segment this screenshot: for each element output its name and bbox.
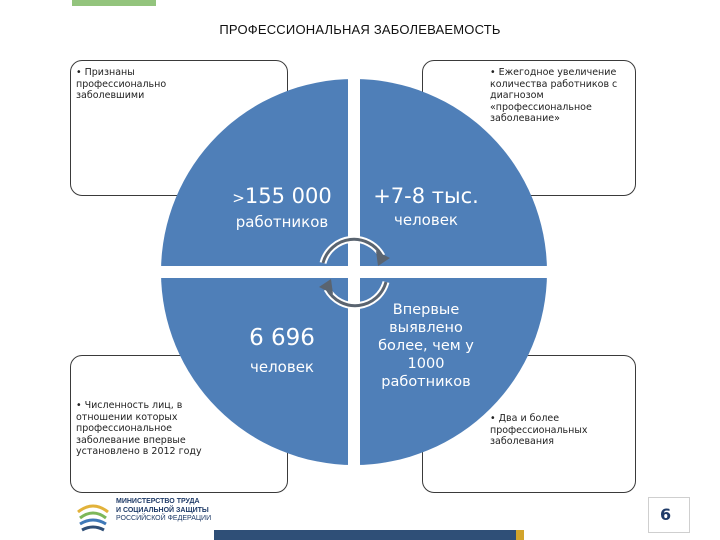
br-line-4: 1000	[407, 356, 445, 372]
ministry-line-2: И СОЦИАЛЬНОЙ ЗАЩИТЫ	[116, 506, 209, 514]
quadrant-bottom-left-unit: человек	[250, 358, 314, 376]
quadrant-bottom-right-text	[362, 301, 490, 391]
footer-accent	[516, 530, 524, 540]
ministry-line-1: МИНИСТЕРСТВО ТРУДА	[116, 498, 200, 505]
br-line-5: работников	[381, 374, 471, 390]
ministry-name	[116, 498, 211, 524]
vertical-divider	[348, 76, 360, 476]
box-top-left-text: • Признаны профессионально заболевшими	[76, 67, 167, 101]
quadrant-top-left-unit: работников	[235, 213, 329, 231]
page-number: 6	[660, 505, 672, 524]
quadrant-bottom-left-value: 6 696	[249, 325, 315, 351]
br-line-2: выявлено	[389, 320, 463, 336]
page-title: ПРОФЕССИОНАЛЬНАЯ ЗАБОЛЕВАЕМОСТЬ	[219, 22, 501, 37]
quadrant-top-right-unit: человек	[394, 211, 458, 229]
ministry-line-3: РОССИЙСКОЙ ФЕДЕРАЦИИ	[116, 515, 212, 522]
box-bottom-left-text: • Численность лиц, в отношении которых профессиональное заболевание впервые установлено в 2012 году	[76, 400, 202, 457]
quadrant-top-right-value: +7-8 тыс.	[373, 184, 479, 208]
br-line-1: Впервые	[392, 302, 460, 318]
quadrant-top-left-value	[222, 184, 342, 208]
greater-than-sign: >	[232, 189, 245, 207]
tl-value-number: 155 000	[244, 184, 332, 208]
br-line-3: более, чем у	[378, 338, 474, 354]
box-top-right-text: • Ежегодное увеличение количества работников с диагнозом «профессиональное заболевание»	[490, 67, 618, 124]
box-bottom-right-text: • Два и более профессиональных заболевания	[490, 413, 588, 447]
footer-bar	[214, 530, 524, 540]
ministry-logo-icon	[76, 498, 110, 536]
